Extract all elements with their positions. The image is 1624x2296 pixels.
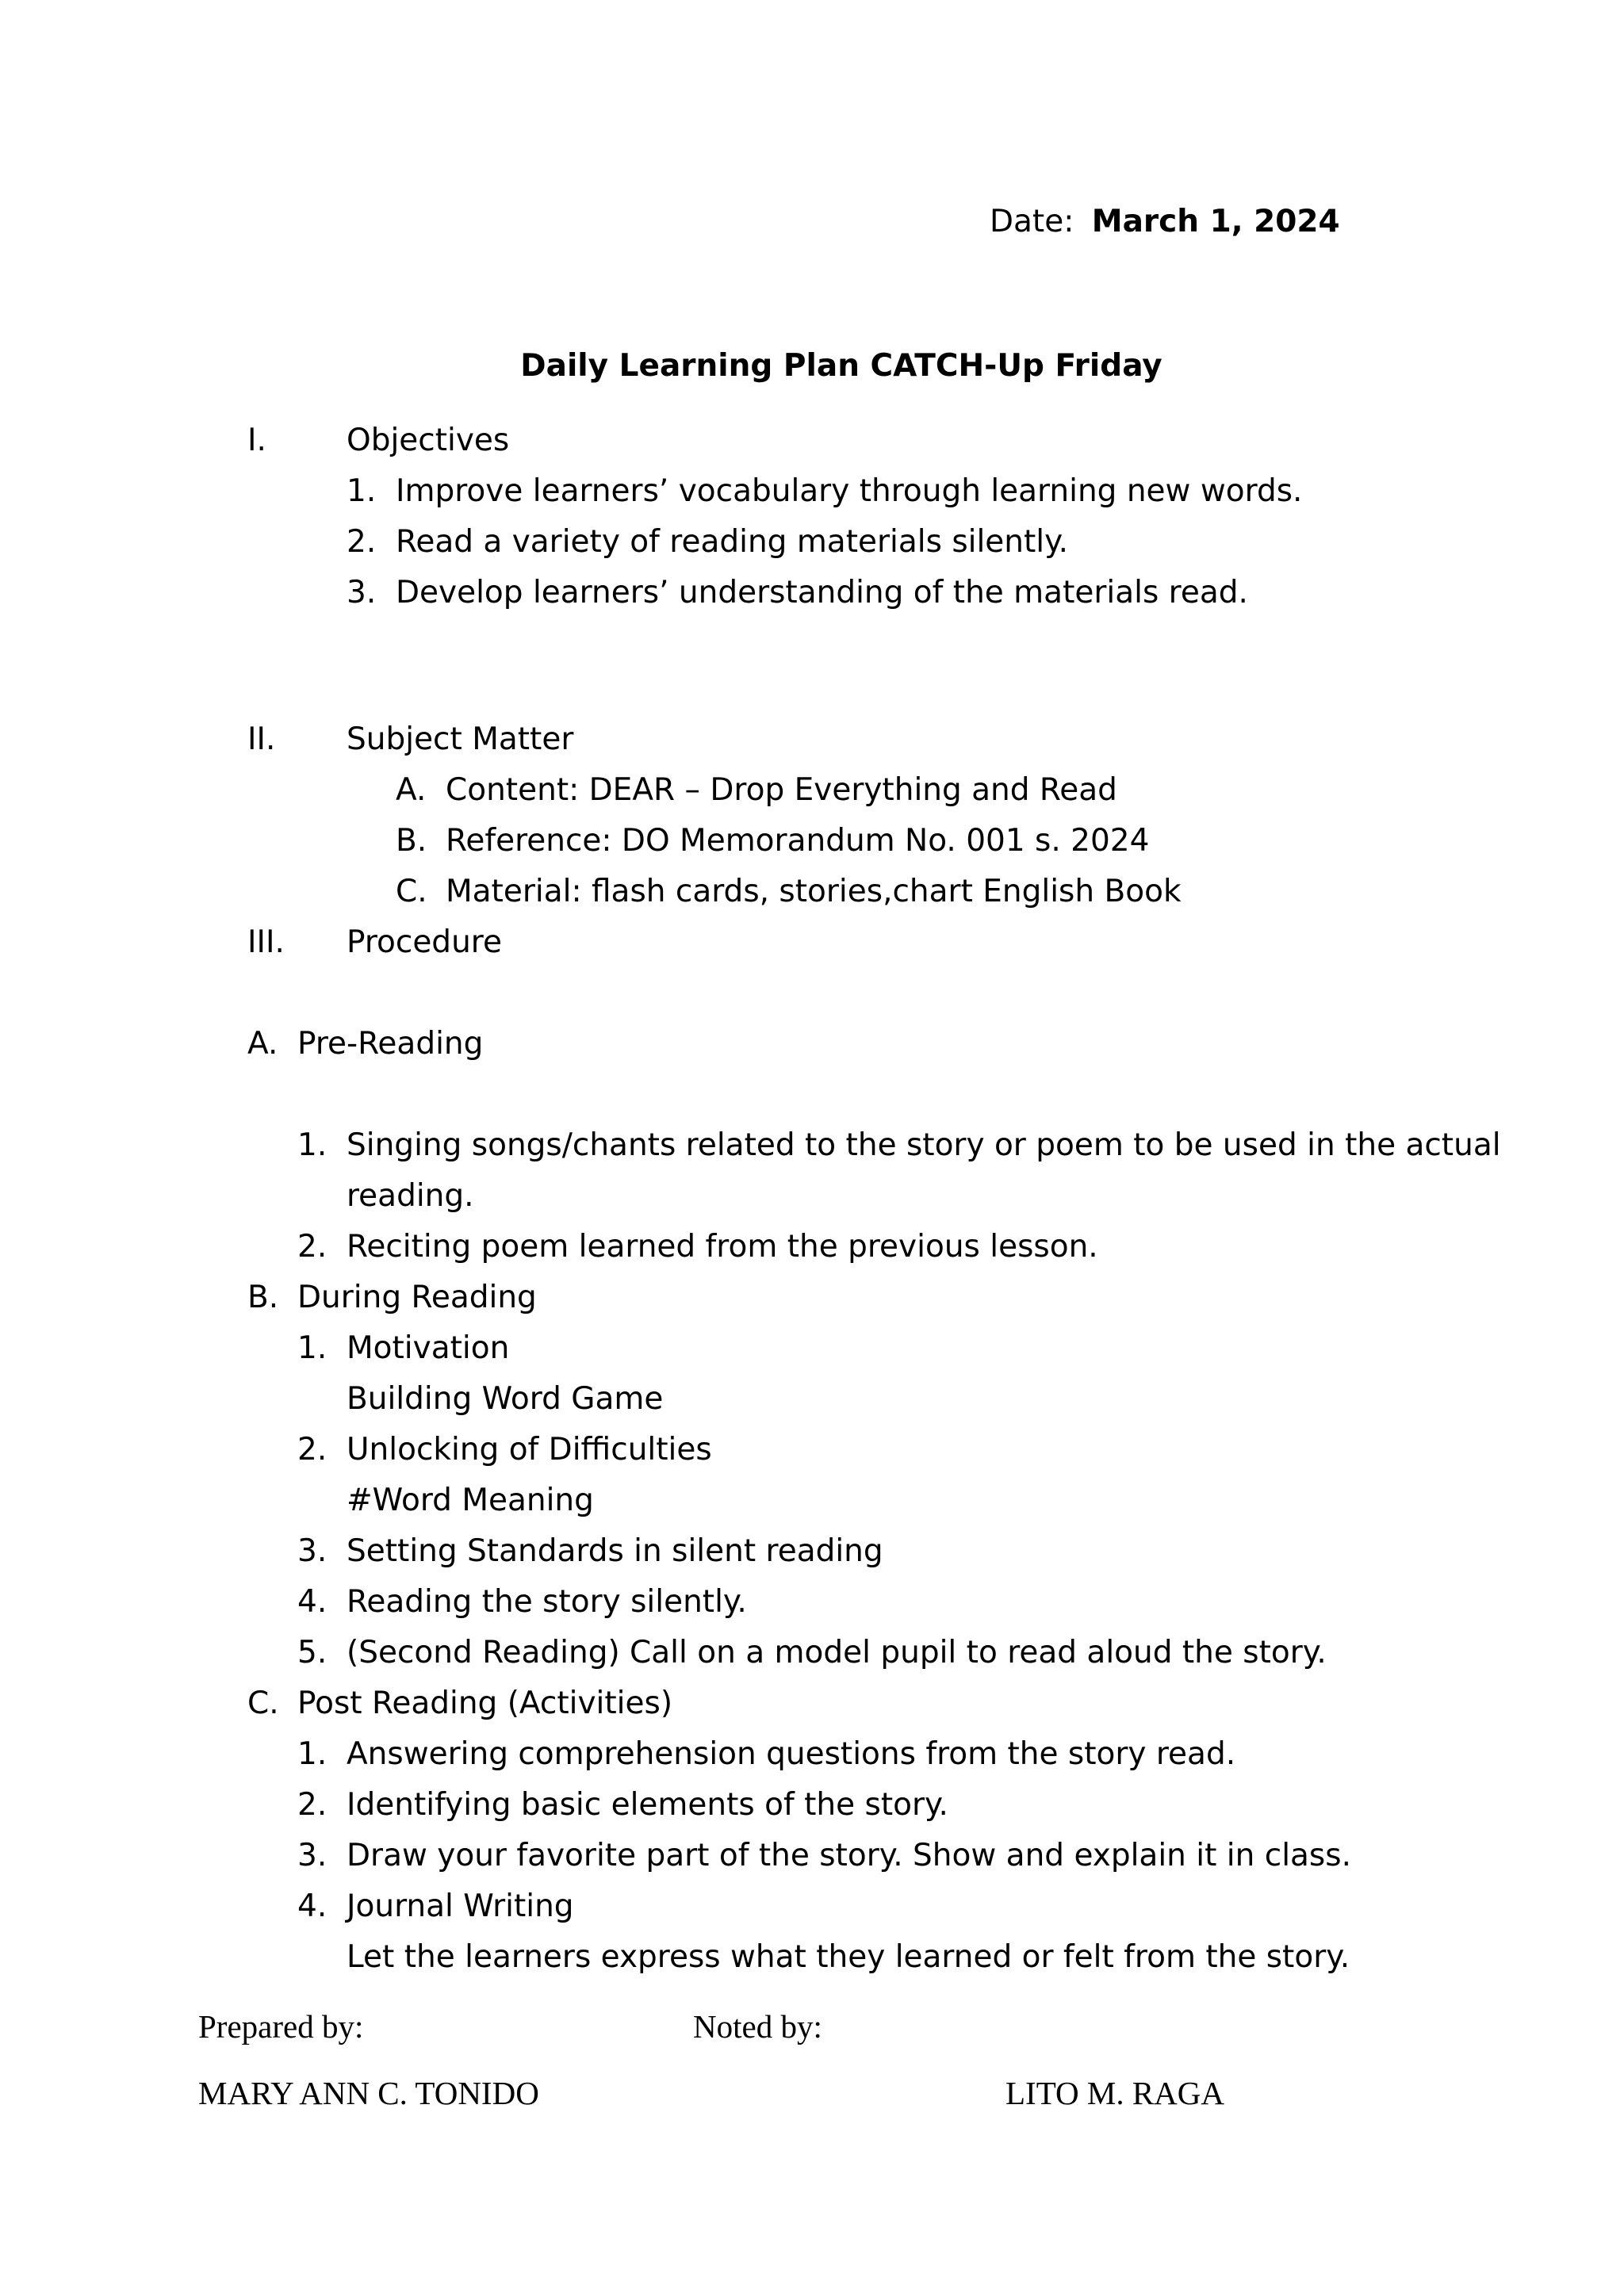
step-text: Unlocking of Difficulties bbox=[347, 1432, 712, 1468]
step-number: 4. bbox=[297, 1584, 327, 1620]
subject-item: Reference: DO Memorandum No. 001 s. 2024 bbox=[446, 823, 1150, 859]
step-text-continued: reading. bbox=[347, 1178, 474, 1214]
section-numeral-objectives: I. bbox=[247, 423, 266, 458]
step-text: (Second Reading) Call on a model pupil to read aloud the story. bbox=[347, 1635, 1327, 1670]
section-numeral-subject-matter: II. bbox=[247, 721, 276, 757]
procedure-letter: C. bbox=[247, 1686, 279, 1721]
step-text: Draw your favorite part of the story. Show and explain it in class. bbox=[347, 1838, 1351, 1873]
step-text: Singing songs/chants related to the story or poem to be used in the actual bbox=[347, 1127, 1501, 1163]
section-heading-procedure: Procedure bbox=[347, 924, 502, 960]
step-number: 3. bbox=[297, 1838, 327, 1873]
subject-item: Content: DEAR – Drop Everything and Read bbox=[446, 772, 1117, 808]
procedure-heading-pre-reading: Pre-Reading bbox=[297, 1026, 484, 1062]
step-text: Identifying basic elements of the story. bbox=[347, 1787, 948, 1823]
step-number: 4. bbox=[297, 1888, 327, 1924]
step-text: Reading the story silently. bbox=[347, 1584, 747, 1620]
step-text: Motivation bbox=[347, 1330, 510, 1366]
prepared-by-name: MARY ANN C. TONIDO bbox=[198, 2075, 539, 2111]
step-number: 2. bbox=[297, 1787, 327, 1823]
procedure-letter: B. bbox=[247, 1280, 279, 1315]
objective-number: 2. bbox=[347, 524, 377, 560]
date-value: March 1, 2024 bbox=[1091, 204, 1340, 239]
subject-letter: A. bbox=[396, 772, 427, 808]
step-number: 2. bbox=[297, 1229, 327, 1265]
step-subtext: #Word Meaning bbox=[347, 1483, 594, 1518]
step-subtext: Building Word Game bbox=[347, 1381, 664, 1417]
step-number: 3. bbox=[297, 1533, 327, 1569]
noted-by-name: LITO M. RAGA bbox=[1005, 2075, 1224, 2111]
step-text: Journal Writing bbox=[347, 1888, 574, 1924]
step-subtext: Let the learners express what they learned or felt from the story. bbox=[347, 1939, 1350, 1975]
prepared-by-label: Prepared by: bbox=[198, 2008, 364, 2045]
subject-item: Material: flash cards, stories,chart English Book bbox=[446, 874, 1182, 909]
page-title: Daily Learning Plan CATCH-Up Friday bbox=[520, 348, 1162, 384]
procedure-heading-during-reading: During Reading bbox=[297, 1280, 537, 1315]
subject-letter: B. bbox=[396, 823, 427, 859]
step-text: Setting Standards in silent reading bbox=[347, 1533, 883, 1569]
objective-item: Develop learners’ understanding of the materials read. bbox=[396, 575, 1248, 610]
objective-number: 1. bbox=[347, 473, 377, 509]
subject-letter: C. bbox=[396, 874, 427, 909]
procedure-heading-post-reading: Post Reading (Activities) bbox=[297, 1686, 673, 1721]
objective-item: Improve learners’ vocabulary through learning new words. bbox=[396, 473, 1303, 509]
step-number: 1. bbox=[297, 1330, 327, 1366]
section-heading-objectives: Objectives bbox=[347, 423, 510, 458]
procedure-letter: A. bbox=[247, 1026, 278, 1062]
section-heading-subject-matter: Subject Matter bbox=[347, 721, 574, 757]
objective-item: Read a variety of reading materials silently. bbox=[396, 524, 1069, 560]
step-text: Reciting poem learned from the previous lesson. bbox=[347, 1229, 1098, 1265]
date-label: Date: bbox=[990, 204, 1074, 239]
step-number: 2. bbox=[297, 1432, 327, 1468]
noted-by-label: Noted by: bbox=[693, 2008, 822, 2045]
step-number: 5. bbox=[297, 1635, 327, 1670]
section-numeral-procedure: III. bbox=[247, 924, 285, 960]
objective-number: 3. bbox=[347, 575, 377, 610]
step-text: Answering comprehension questions from the story read. bbox=[347, 1736, 1236, 1772]
step-number: 1. bbox=[297, 1127, 327, 1163]
step-number: 1. bbox=[297, 1736, 327, 1772]
date-line bbox=[990, 206, 1340, 237]
